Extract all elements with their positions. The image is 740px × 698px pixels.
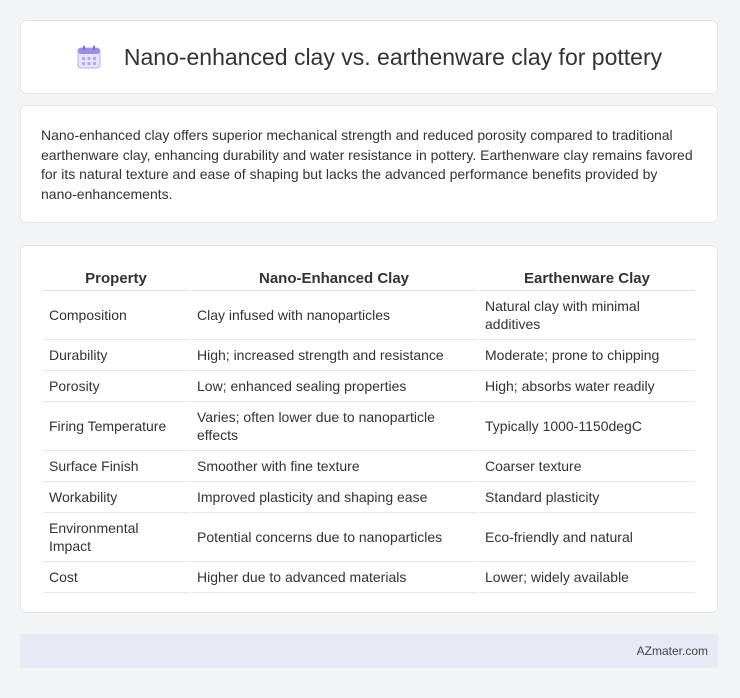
table-cell: Higher due to advanced materials [191, 562, 477, 593]
title-card [20, 20, 718, 94]
table-cell: Potential concerns due to nanoparticles [191, 513, 477, 562]
table-cell: Low; enhanced sealing properties [191, 371, 477, 402]
table-cell: Moderate; prone to chipping [479, 340, 695, 371]
table-cell: Natural clay with minimal additives [479, 291, 695, 340]
table-cell: High; increased strength and resistance [191, 340, 477, 371]
table-cell: Typically 1000-1150degC [479, 402, 695, 451]
column-header-property: Property [43, 264, 189, 291]
table-row [43, 340, 695, 371]
table-cell: Standard plasticity [479, 482, 695, 513]
table-row [43, 402, 695, 451]
summary-card [20, 105, 718, 223]
table-row [43, 482, 695, 513]
table-cell: Clay infused with nanoparticles [191, 291, 477, 340]
table-cell: Porosity [43, 371, 189, 402]
page-title: Nano-enhanced clay vs. earthenware clay for pottery [123, 43, 663, 70]
table-cell: Composition [43, 291, 189, 340]
comparison-table-card [20, 245, 718, 613]
column-header-nano-enhanced: Nano-Enhanced Clay [191, 264, 477, 291]
table-header-row [43, 264, 695, 291]
table-cell: Coarser texture [479, 451, 695, 482]
table-row [43, 291, 695, 340]
table-row [43, 513, 695, 562]
footer [20, 634, 718, 668]
table-cell: Environmental Impact [43, 513, 189, 562]
column-header-earthenware: Earthenware Clay [479, 264, 695, 291]
table-cell: Cost [43, 562, 189, 593]
table-cell: Workability [43, 482, 189, 513]
table-cell: Durability [43, 340, 189, 371]
table-cell: High; absorbs water readily [479, 371, 695, 402]
calendar-icon [76, 44, 102, 70]
table-cell: Improved plasticity and shaping ease [191, 482, 477, 513]
comparison-table [41, 264, 697, 593]
table-row [43, 451, 695, 482]
table-cell: Eco-friendly and natural [479, 513, 695, 562]
summary-text: Nano-enhanced clay offers superior mechanical strength and reduced porosity compared to traditional earthenware clay, enhancing durability and water resistance in pottery. Earthenware clay remains favored for its natural texture and ease of shaping but lacks the advanced performance benefits provided by nano-enhancements. [41, 127, 693, 202]
table-row [43, 371, 695, 402]
table-row [43, 562, 695, 593]
footer-site-link[interactable]: AZmater.com [636, 644, 708, 658]
table-cell: Lower; widely available [479, 562, 695, 593]
table-cell: Surface Finish [43, 451, 189, 482]
table-cell: Smoother with fine texture [191, 451, 477, 482]
table-cell: Firing Temperature [43, 402, 189, 451]
table-cell: Varies; often lower due to nanoparticle effects [191, 402, 477, 451]
